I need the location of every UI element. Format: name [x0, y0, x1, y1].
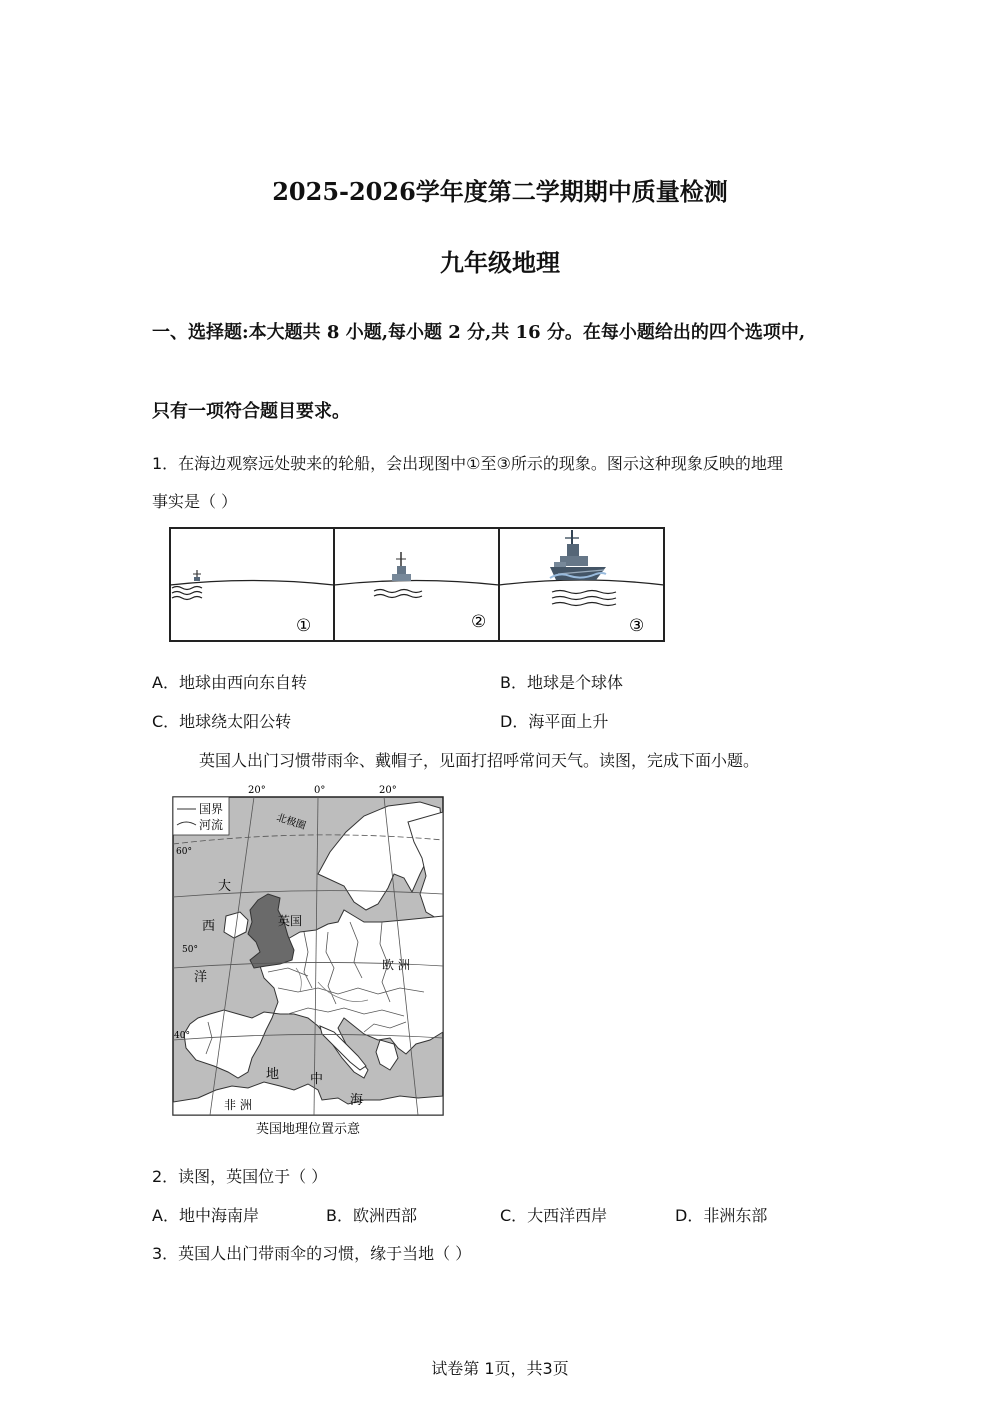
q1-option-d[interactable]: D．海平面上升: [500, 712, 609, 731]
lon-label-20e: 20°: [379, 785, 397, 796]
lon-label-0: 0°: [314, 785, 326, 796]
label-med-3: 海: [350, 1093, 364, 1108]
arctic-circle-label: 北极圈: [275, 812, 308, 833]
page-subtitle: 九年级地理: [440, 248, 560, 277]
lat-label-60: 60°: [176, 847, 192, 857]
q1-option-c[interactable]: C．地球绕太阳公转: [152, 712, 292, 731]
map-legend: [173, 797, 229, 835]
legend-border: 国界: [199, 802, 224, 816]
reading-passage: 英国人出门习惯带雨伞、戴帽子，见面打招呼常问天气。读图，完成下面小题。: [199, 751, 760, 770]
label-atlantic-2: 西: [202, 919, 216, 934]
q2-option-d[interactable]: D．非洲东部: [675, 1206, 768, 1225]
lon-label-20w: 20°: [248, 785, 266, 796]
label-atlantic-3: 洋: [194, 970, 208, 985]
label-med-1: 地: [266, 1067, 280, 1082]
q1-stem-line2: 事实是（ ）: [152, 492, 238, 511]
label-atlantic-1: 大: [218, 879, 232, 894]
lat-label-40: 40°: [174, 1031, 190, 1041]
q1-option-a[interactable]: A．地球由西向东自转: [152, 673, 307, 692]
q2-option-a[interactable]: A．地中海南岸: [152, 1206, 259, 1225]
panel-2-label: ②: [471, 612, 487, 632]
label-europe: 欧 洲: [382, 958, 410, 972]
label-uk: 英国: [278, 914, 303, 928]
page-footer: 试卷第 1页，共3页: [431, 1359, 569, 1378]
section-heading-line1: 一、选择题:本大题共 8 小题,每小题 2 分,共 16 分。在每小题给出的四个选项中,: [152, 322, 806, 343]
label-africa: 非 洲: [224, 1098, 252, 1112]
q1-option-b[interactable]: B．地球是个球体: [500, 673, 623, 692]
ship-horizon-figure: [168, 526, 666, 643]
legend-river: 河流: [199, 818, 224, 832]
panel-3-label: ③: [629, 616, 645, 636]
section-heading-line2: 只有一项符合题目要求。: [152, 401, 350, 422]
label-med-2: 中: [310, 1072, 324, 1087]
q2-stem: 2．读图，英国位于（ ）: [152, 1167, 328, 1186]
q1-stem-line1: 1．在海边观察远处驶来的轮船，会出现图中①至③所示的现象。图示这种现象反映的地理: [152, 454, 783, 473]
q3-stem: 3．英国人出门带雨伞的习惯，缘于当地（ ）: [152, 1244, 472, 1263]
uk-location-map: [168, 782, 448, 1140]
q2-option-c[interactable]: C．大西洋西岸: [500, 1206, 608, 1225]
panel-1-label: ①: [296, 616, 312, 636]
q2-option-b[interactable]: B．欧洲西部: [326, 1206, 417, 1225]
lat-label-50: 50°: [182, 945, 198, 955]
map-caption: 英国地理位置示意: [255, 1122, 361, 1137]
page-title: 2025-2026学年度第二学期期中质量检测: [272, 177, 728, 206]
